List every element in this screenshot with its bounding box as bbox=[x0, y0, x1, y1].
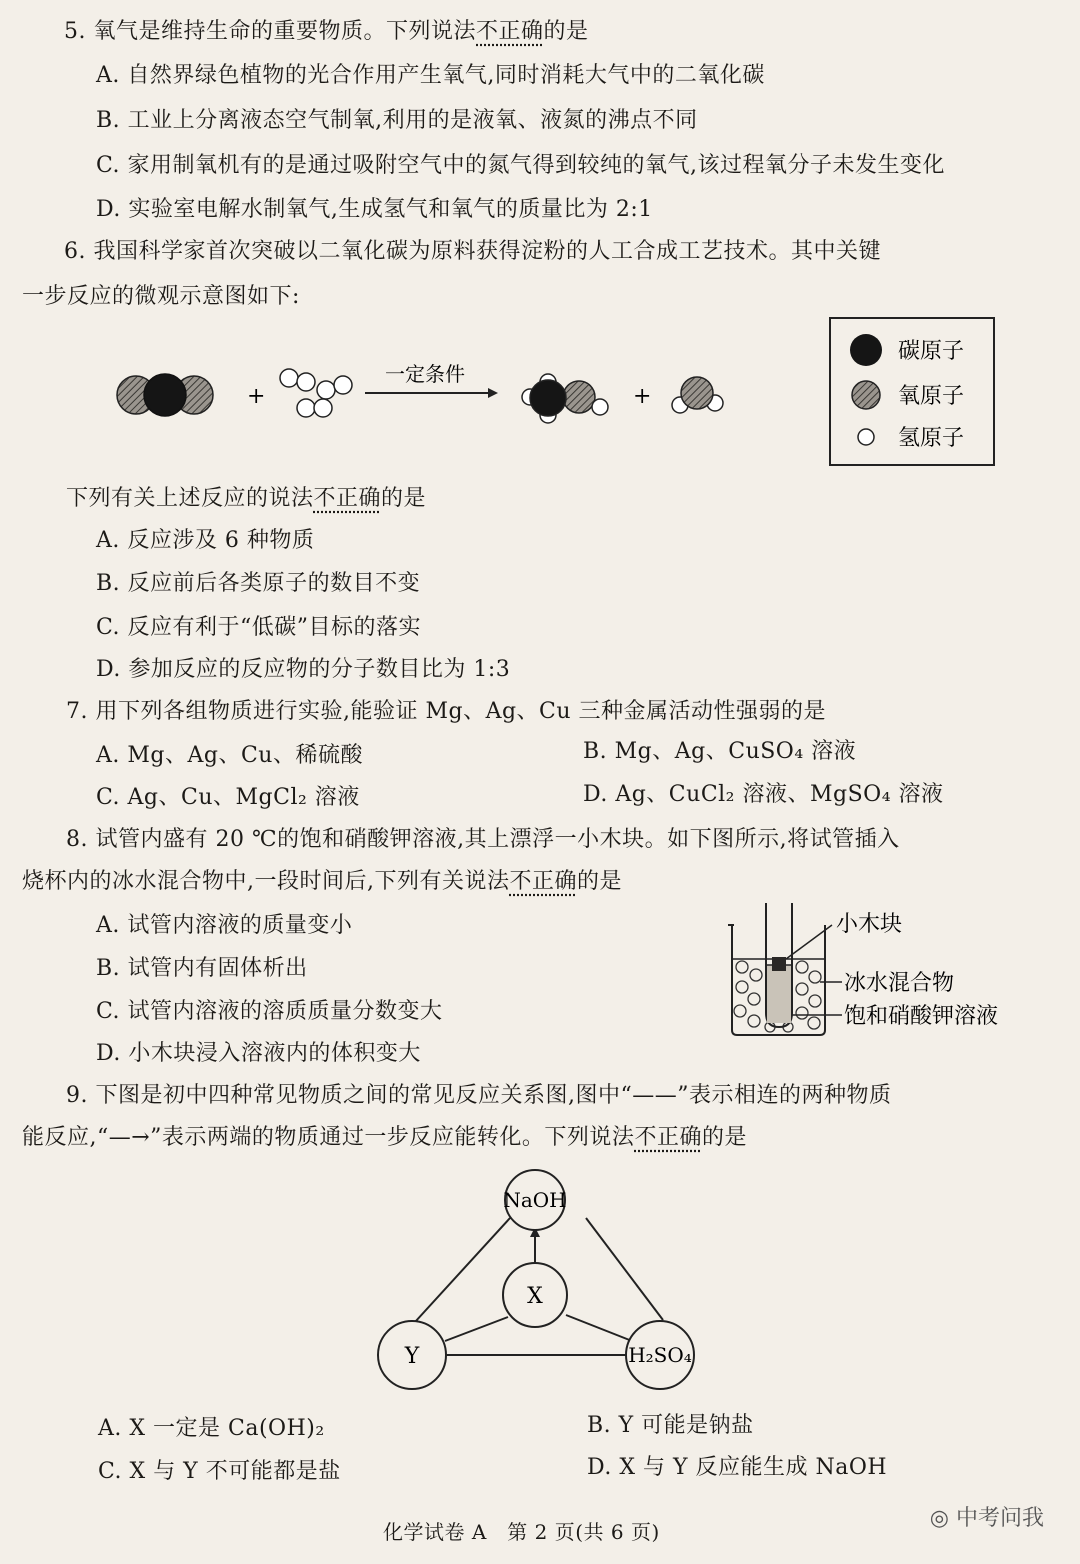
q9-emphasis: 不正确 bbox=[634, 1125, 702, 1150]
h2-molecules-icon bbox=[280, 369, 352, 417]
q9-stem-1: 9. 下图是初中四种常见物质之间的常见反应关系图,图中“——”表示相连的两种物质 bbox=[66, 1083, 892, 1108]
q7-option-d: D. Ag、CuCl₂ 溶液、MgSO₄ 溶液 bbox=[583, 782, 944, 807]
label-wood-block: 小木块 bbox=[836, 912, 903, 937]
atom-legend bbox=[830, 318, 994, 465]
q9-relation-diagram bbox=[360, 1165, 710, 1395]
node-h2so4-label: H₂SO₄ bbox=[628, 1343, 692, 1367]
q8-option-d: D. 小木块浸入溶液内的体积变大 bbox=[96, 1041, 421, 1066]
legend-hydrogen: 氢原子 bbox=[898, 426, 965, 451]
methanol-molecule-icon bbox=[522, 374, 608, 423]
q9-option-c: C. X 与 Y 不可能都是盐 bbox=[98, 1459, 341, 1484]
label-ice-water: 冰水混合物 bbox=[844, 971, 955, 996]
q9-option-a: A. X 一定是 Ca(OH)₂ bbox=[98, 1416, 325, 1441]
plus-sign-1: + bbox=[247, 384, 266, 409]
q8-option-c: C. 试管内溶液的溶质质量分数变大 bbox=[96, 999, 443, 1024]
wood-block-icon bbox=[772, 957, 786, 971]
q9-option-d: D. X 与 Y 反应能生成 NaOH bbox=[587, 1455, 888, 1480]
q7-option-b: B. Mg、Ag、CuSO₄ 溶液 bbox=[583, 739, 857, 764]
legend-oxygen: 氧原子 bbox=[898, 384, 965, 409]
co2-molecule-icon bbox=[117, 374, 213, 416]
q7-stem: 7. 用下列各组物质进行实验,能验证 Mg、Ag、Cu 三种金属活动性强弱的是 bbox=[66, 699, 827, 724]
wechat-icon: ◎ bbox=[929, 1506, 949, 1531]
page-footer: 化学试卷 A 第 2 页(共 6 页) bbox=[383, 1520, 660, 1544]
q6-stem-1: 6. 我国科学家首次突破以二氧化碳为原料获得淀粉的人工合成工艺技术。其中关键 bbox=[64, 239, 881, 264]
condition-label: 一定条件 bbox=[385, 362, 465, 386]
q6-option-a: A. 反应涉及 6 种物质 bbox=[96, 528, 315, 553]
plus-sign-2: + bbox=[633, 384, 652, 409]
q5-emphasis: 不正确 bbox=[476, 19, 544, 44]
q7-option-c: C. Ag、Cu、MgCl₂ 溶液 bbox=[96, 785, 360, 810]
q8-stem-1: 8. 试管内盛有 20 ℃的饱和硝酸钾溶液,其上漂浮一小木块。如下图所示,将试管插入 bbox=[66, 827, 900, 852]
legend-carbon: 碳原子 bbox=[898, 339, 965, 364]
node-x-label: X bbox=[527, 1284, 543, 1309]
q7-option-a: A. Mg、Ag、Cu、稀硫酸 bbox=[96, 743, 363, 768]
q9-option-b: B. Y 可能是钠盐 bbox=[587, 1413, 754, 1438]
edge-y-naoh bbox=[415, 1218, 510, 1322]
label-solution: 饱和硝酸钾溶液 bbox=[844, 1004, 999, 1029]
q6-reaction-diagram bbox=[0, 315, 1080, 475]
edge-x-h2so4 bbox=[566, 1315, 632, 1341]
q6-stem-2: 一步反应的微观示意图如下: bbox=[22, 284, 300, 309]
edge-y-x bbox=[445, 1317, 508, 1341]
q5-option-a: A. 自然界绿色植物的光合作用产生氧气,同时消耗大气中的二氧化碳 bbox=[96, 63, 765, 88]
reaction-arrow-icon bbox=[365, 388, 498, 398]
q8-option-a: A. 试管内溶液的质量变小 bbox=[96, 913, 353, 938]
q6-option-c: C. 反应有利于“低碳”目标的落实 bbox=[96, 615, 422, 640]
q5-stem: 5. 氧气是维持生命的重要物质。下列说法不正确的是 bbox=[64, 19, 589, 44]
q8-option-b: B. 试管内有固体析出 bbox=[96, 956, 308, 981]
node-naoh-label: NaOH bbox=[503, 1188, 567, 1212]
q5-option-b: B. 工业上分离液态空气制氧,利用的是液氧、液氮的沸点不同 bbox=[96, 108, 698, 133]
q8-emphasis: 不正确 bbox=[509, 869, 578, 894]
q6-question: 下列有关上述反应的说法不正确的是 bbox=[66, 486, 427, 511]
edge-naoh-h2so4 bbox=[586, 1218, 663, 1320]
q8-apparatus-diagram bbox=[720, 895, 1030, 1045]
node-y-label: Y bbox=[404, 1344, 420, 1369]
watermark: ◎ 中考问我 bbox=[929, 1506, 1044, 1531]
water-molecule-icon bbox=[672, 377, 723, 413]
q5-option-d: D. 实验室电解水制氧气,生成氢气和氧气的质量比为 2:1 bbox=[96, 197, 653, 222]
q5-option-c: C. 家用制氧机有的是通过吸附空气中的氮气得到较纯的氧气,该过程氧分子未发生变化 bbox=[96, 153, 946, 178]
q8-stem-2: 烧杯内的冰水混合物中,一段时间后,下列有关说法不正确的是 bbox=[22, 869, 623, 894]
q6-emphasis: 不正确 bbox=[313, 486, 382, 511]
q6-option-b: B. 反应前后各类原子的数目不变 bbox=[96, 571, 421, 596]
q9-stem-2: 能反应,“—→”表示两端的物质通过一步反应能转化。下列说法不正确的是 bbox=[22, 1125, 747, 1150]
q6-option-d: D. 参加反应的反应物的分子数目比为 1:3 bbox=[96, 657, 511, 682]
